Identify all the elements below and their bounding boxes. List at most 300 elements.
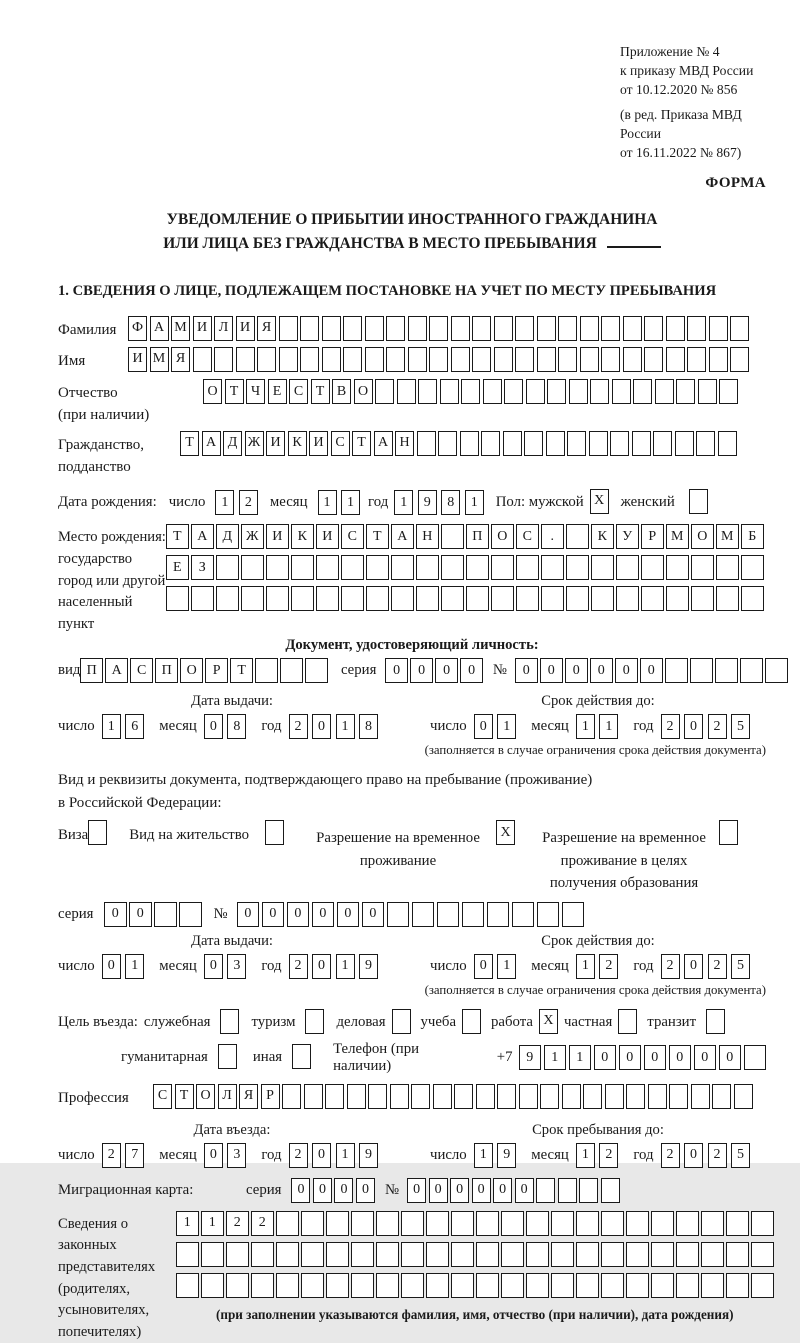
char-box[interactable] xyxy=(201,1242,224,1267)
char-box[interactable] xyxy=(566,524,589,549)
char-box[interactable]: 1 xyxy=(497,714,516,739)
char-box[interactable] xyxy=(241,586,264,611)
char-box[interactable]: 0 xyxy=(204,954,223,979)
char-box[interactable] xyxy=(226,1273,249,1298)
char-box[interactable]: И xyxy=(266,431,285,456)
purpose-tourism-checkbox[interactable] xyxy=(305,1009,324,1034)
char-box[interactable] xyxy=(366,555,389,580)
char-box[interactable] xyxy=(515,347,534,372)
char-box[interactable]: Д xyxy=(216,524,239,549)
char-box[interactable]: Т xyxy=(225,379,244,404)
char-box[interactable]: С xyxy=(341,524,364,549)
char-box[interactable]: 2 xyxy=(708,714,727,739)
char-box[interactable] xyxy=(176,1242,199,1267)
char-box[interactable]: 0 xyxy=(472,1178,491,1203)
char-box[interactable] xyxy=(698,379,717,404)
char-box[interactable]: 9 xyxy=(359,954,378,979)
residence-permit-checkbox[interactable] xyxy=(265,820,284,845)
edu-permit-checkbox[interactable] xyxy=(719,820,738,845)
char-box[interactable]: Л xyxy=(214,316,233,341)
char-box[interactable] xyxy=(401,1211,424,1236)
char-box[interactable] xyxy=(426,1273,449,1298)
char-box[interactable]: 1 xyxy=(497,954,516,979)
char-box[interactable]: 9 xyxy=(497,1143,516,1168)
char-box[interactable] xyxy=(616,586,639,611)
purpose-study-checkbox[interactable] xyxy=(462,1009,481,1034)
char-box[interactable] xyxy=(441,524,464,549)
char-box[interactable] xyxy=(709,316,728,341)
char-box[interactable]: М xyxy=(150,347,169,372)
char-box[interactable] xyxy=(691,586,714,611)
char-box[interactable] xyxy=(257,347,276,372)
char-box[interactable]: Я xyxy=(239,1084,258,1109)
char-box[interactable]: 5 xyxy=(731,714,750,739)
char-box[interactable] xyxy=(491,555,514,580)
char-box[interactable] xyxy=(526,379,545,404)
male-checkbox[interactable]: X xyxy=(590,489,609,514)
char-box[interactable]: А xyxy=(150,316,169,341)
char-box[interactable]: М xyxy=(171,316,190,341)
char-box[interactable]: М xyxy=(716,524,739,549)
char-box[interactable] xyxy=(368,1084,387,1109)
char-box[interactable]: 0 xyxy=(104,902,127,927)
char-box[interactable] xyxy=(472,347,491,372)
char-box[interactable] xyxy=(347,1084,366,1109)
char-box[interactable] xyxy=(391,555,414,580)
char-box[interactable] xyxy=(466,586,489,611)
char-box[interactable]: 0 xyxy=(312,1143,331,1168)
char-box[interactable] xyxy=(466,555,489,580)
char-box[interactable] xyxy=(416,555,439,580)
char-box[interactable] xyxy=(440,379,459,404)
char-box[interactable] xyxy=(676,1242,699,1267)
char-box[interactable]: 1 xyxy=(318,490,337,515)
char-box[interactable]: О xyxy=(691,524,714,549)
char-box[interactable]: О xyxy=(491,524,514,549)
char-box[interactable] xyxy=(386,347,405,372)
char-box[interactable]: 1 xyxy=(336,1143,355,1168)
char-box[interactable]: 0 xyxy=(204,714,223,739)
char-box[interactable]: М xyxy=(666,524,689,549)
char-box[interactable] xyxy=(397,379,416,404)
char-box[interactable]: О xyxy=(196,1084,215,1109)
char-box[interactable] xyxy=(325,1084,344,1109)
char-box[interactable] xyxy=(387,902,410,927)
char-box[interactable] xyxy=(541,555,564,580)
char-box[interactable] xyxy=(441,555,464,580)
char-box[interactable] xyxy=(515,316,534,341)
char-box[interactable]: 3 xyxy=(227,954,246,979)
char-box[interactable] xyxy=(540,1084,559,1109)
char-box[interactable] xyxy=(343,316,362,341)
char-box[interactable] xyxy=(316,555,339,580)
char-box[interactable] xyxy=(579,1178,598,1203)
char-box[interactable] xyxy=(741,586,764,611)
char-box[interactable] xyxy=(301,1242,324,1267)
char-box[interactable]: 1 xyxy=(215,490,234,515)
char-box[interactable] xyxy=(226,1242,249,1267)
char-box[interactable]: 0 xyxy=(312,954,331,979)
char-box[interactable] xyxy=(429,347,448,372)
char-box[interactable]: 2 xyxy=(599,1143,618,1168)
char-box[interactable] xyxy=(483,379,502,404)
char-box[interactable]: 0 xyxy=(450,1178,469,1203)
char-box[interactable] xyxy=(601,1178,620,1203)
char-box[interactable]: 1 xyxy=(125,954,144,979)
char-box[interactable]: А xyxy=(105,658,128,683)
char-box[interactable] xyxy=(651,1211,674,1236)
char-box[interactable]: 0 xyxy=(237,902,260,927)
char-box[interactable] xyxy=(516,555,539,580)
char-box[interactable] xyxy=(341,555,364,580)
char-box[interactable]: 1 xyxy=(201,1211,224,1236)
char-box[interactable] xyxy=(390,1084,409,1109)
char-box[interactable] xyxy=(519,1084,538,1109)
char-box[interactable] xyxy=(601,1273,624,1298)
char-box[interactable] xyxy=(300,347,319,372)
char-box[interactable] xyxy=(376,1273,399,1298)
char-box[interactable]: 2 xyxy=(661,954,680,979)
char-box[interactable]: 2 xyxy=(661,1143,680,1168)
char-box[interactable]: С xyxy=(153,1084,172,1109)
char-box[interactable] xyxy=(351,1242,374,1267)
char-box[interactable] xyxy=(176,1273,199,1298)
purpose-business-checkbox[interactable] xyxy=(392,1009,411,1034)
char-box[interactable] xyxy=(716,586,739,611)
char-box[interactable]: 0 xyxy=(594,1045,617,1070)
char-box[interactable] xyxy=(494,316,513,341)
char-box[interactable] xyxy=(438,431,457,456)
char-box[interactable] xyxy=(279,316,298,341)
char-box[interactable]: 0 xyxy=(312,902,335,927)
char-box[interactable]: Н xyxy=(416,524,439,549)
char-box[interactable]: 0 xyxy=(640,658,663,683)
char-box[interactable]: 2 xyxy=(599,954,618,979)
char-box[interactable] xyxy=(526,1242,549,1267)
char-box[interactable]: 0 xyxy=(129,902,152,927)
char-box[interactable]: 0 xyxy=(460,658,483,683)
char-box[interactable]: Т xyxy=(166,524,189,549)
char-box[interactable] xyxy=(476,1084,495,1109)
char-box[interactable] xyxy=(376,1211,399,1236)
char-box[interactable]: Т xyxy=(311,379,330,404)
char-box[interactable] xyxy=(216,555,239,580)
char-box[interactable] xyxy=(641,586,664,611)
char-box[interactable] xyxy=(612,379,631,404)
char-box[interactable]: 1 xyxy=(336,954,355,979)
char-box[interactable]: 2 xyxy=(289,954,308,979)
char-box[interactable]: 0 xyxy=(337,902,360,927)
char-box[interactable]: З xyxy=(191,555,214,580)
char-box[interactable] xyxy=(537,316,556,341)
char-box[interactable]: Ж xyxy=(241,524,264,549)
char-box[interactable]: 0 xyxy=(334,1178,353,1203)
char-box[interactable]: 0 xyxy=(262,902,285,927)
char-box[interactable] xyxy=(451,1273,474,1298)
visa-checkbox[interactable] xyxy=(88,820,107,845)
char-box[interactable] xyxy=(386,316,405,341)
char-box[interactable]: У xyxy=(616,524,639,549)
char-box[interactable] xyxy=(280,658,303,683)
char-box[interactable] xyxy=(551,1242,574,1267)
char-box[interactable] xyxy=(626,1273,649,1298)
char-box[interactable]: 0 xyxy=(385,658,408,683)
char-box[interactable]: 0 xyxy=(313,1178,332,1203)
char-box[interactable] xyxy=(201,1273,224,1298)
char-box[interactable] xyxy=(408,316,427,341)
char-box[interactable] xyxy=(726,1273,749,1298)
char-box[interactable]: В xyxy=(332,379,351,404)
char-box[interactable] xyxy=(566,555,589,580)
char-box[interactable] xyxy=(709,347,728,372)
char-box[interactable] xyxy=(696,431,715,456)
char-box[interactable]: 1 xyxy=(102,714,121,739)
char-box[interactable]: 1 xyxy=(474,1143,493,1168)
char-box[interactable] xyxy=(491,586,514,611)
char-box[interactable]: 0 xyxy=(102,954,121,979)
char-box[interactable] xyxy=(291,586,314,611)
char-box[interactable]: И xyxy=(309,431,328,456)
char-box[interactable]: 0 xyxy=(694,1045,717,1070)
char-box[interactable] xyxy=(461,379,480,404)
char-box[interactable] xyxy=(276,1242,299,1267)
char-box[interactable]: 0 xyxy=(362,902,385,927)
char-box[interactable]: 1 xyxy=(341,490,360,515)
char-box[interactable] xyxy=(601,347,620,372)
char-box[interactable]: 1 xyxy=(576,714,595,739)
char-box[interactable] xyxy=(341,586,364,611)
char-box[interactable] xyxy=(401,1242,424,1267)
char-box[interactable] xyxy=(701,1242,724,1267)
char-box[interactable]: 2 xyxy=(289,1143,308,1168)
char-box[interactable] xyxy=(412,902,435,927)
char-box[interactable] xyxy=(701,1273,724,1298)
char-box[interactable]: Р xyxy=(261,1084,280,1109)
char-box[interactable] xyxy=(651,1273,674,1298)
char-box[interactable] xyxy=(648,1084,667,1109)
char-box[interactable] xyxy=(433,1084,452,1109)
char-box[interactable] xyxy=(691,1084,710,1109)
char-box[interactable] xyxy=(375,379,394,404)
char-box[interactable] xyxy=(675,431,694,456)
char-box[interactable] xyxy=(626,1211,649,1236)
char-box[interactable]: Т xyxy=(352,431,371,456)
char-box[interactable]: 0 xyxy=(474,714,493,739)
char-box[interactable] xyxy=(282,1084,301,1109)
char-box[interactable]: 6 xyxy=(125,714,144,739)
char-box[interactable] xyxy=(730,347,749,372)
purpose-private-checkbox[interactable] xyxy=(618,1009,637,1034)
char-box[interactable] xyxy=(526,1273,549,1298)
char-box[interactable] xyxy=(576,1273,599,1298)
char-box[interactable]: 1 xyxy=(576,954,595,979)
char-box[interactable]: 8 xyxy=(227,714,246,739)
char-box[interactable] xyxy=(214,347,233,372)
char-box[interactable] xyxy=(730,316,749,341)
char-box[interactable] xyxy=(566,586,589,611)
char-box[interactable] xyxy=(666,316,685,341)
char-box[interactable] xyxy=(537,347,556,372)
char-box[interactable]: Б xyxy=(741,524,764,549)
char-box[interactable] xyxy=(451,1242,474,1267)
char-box[interactable]: А xyxy=(191,524,214,549)
purpose-official-checkbox[interactable] xyxy=(220,1009,239,1034)
char-box[interactable] xyxy=(653,431,672,456)
char-box[interactable] xyxy=(401,1273,424,1298)
char-box[interactable]: 9 xyxy=(359,1143,378,1168)
char-box[interactable] xyxy=(734,1084,753,1109)
char-box[interactable] xyxy=(462,902,485,927)
char-box[interactable] xyxy=(626,1084,645,1109)
char-box[interactable] xyxy=(591,555,614,580)
char-box[interactable]: К xyxy=(591,524,614,549)
char-box[interactable] xyxy=(251,1273,274,1298)
char-box[interactable] xyxy=(644,347,663,372)
char-box[interactable]: 2 xyxy=(708,1143,727,1168)
char-box[interactable] xyxy=(551,1211,574,1236)
char-box[interactable] xyxy=(451,347,470,372)
char-box[interactable] xyxy=(536,1178,555,1203)
char-box[interactable] xyxy=(476,1242,499,1267)
char-box[interactable] xyxy=(726,1242,749,1267)
char-box[interactable] xyxy=(701,1211,724,1236)
char-box[interactable]: 0 xyxy=(515,1178,534,1203)
char-box[interactable]: Р xyxy=(641,524,664,549)
char-box[interactable]: 2 xyxy=(239,490,258,515)
char-box[interactable] xyxy=(562,1084,581,1109)
char-box[interactable] xyxy=(751,1211,774,1236)
char-box[interactable] xyxy=(547,379,566,404)
char-box[interactable] xyxy=(551,1273,574,1298)
char-box[interactable]: И xyxy=(316,524,339,549)
char-box[interactable]: 0 xyxy=(669,1045,692,1070)
char-box[interactable]: 0 xyxy=(429,1178,448,1203)
char-box[interactable] xyxy=(501,1273,524,1298)
char-box[interactable] xyxy=(487,902,510,927)
char-box[interactable] xyxy=(644,316,663,341)
char-box[interactable] xyxy=(304,1084,323,1109)
char-box[interactable]: . xyxy=(541,524,564,549)
char-box[interactable]: 2 xyxy=(661,714,680,739)
char-box[interactable] xyxy=(567,431,586,456)
char-box[interactable] xyxy=(666,555,689,580)
char-box[interactable] xyxy=(541,586,564,611)
char-box[interactable] xyxy=(216,586,239,611)
char-box[interactable] xyxy=(562,902,585,927)
char-box[interactable]: Ф xyxy=(128,316,147,341)
char-box[interactable]: Я xyxy=(171,347,190,372)
char-box[interactable]: А xyxy=(202,431,221,456)
char-box[interactable]: 1 xyxy=(465,490,484,515)
char-box[interactable] xyxy=(601,1211,624,1236)
char-box[interactable] xyxy=(366,586,389,611)
char-box[interactable]: 2 xyxy=(289,714,308,739)
char-box[interactable] xyxy=(322,347,341,372)
char-box[interactable] xyxy=(580,316,599,341)
char-box[interactable] xyxy=(429,316,448,341)
char-box[interactable] xyxy=(236,347,255,372)
char-box[interactable] xyxy=(524,431,543,456)
char-box[interactable]: Т xyxy=(230,658,253,683)
char-box[interactable] xyxy=(610,431,629,456)
char-box[interactable] xyxy=(193,347,212,372)
char-box[interactable] xyxy=(418,379,437,404)
char-box[interactable]: 0 xyxy=(515,658,538,683)
char-box[interactable] xyxy=(626,1242,649,1267)
char-box[interactable] xyxy=(558,1178,577,1203)
char-box[interactable]: 0 xyxy=(540,658,563,683)
purpose-humanitarian-checkbox[interactable] xyxy=(218,1044,237,1069)
char-box[interactable] xyxy=(322,316,341,341)
char-box[interactable] xyxy=(179,902,202,927)
char-box[interactable] xyxy=(472,316,491,341)
purpose-work-checkbox[interactable]: X xyxy=(539,1009,558,1034)
char-box[interactable]: Т xyxy=(180,431,199,456)
char-box[interactable] xyxy=(305,658,328,683)
char-box[interactable] xyxy=(276,1211,299,1236)
char-box[interactable] xyxy=(501,1242,524,1267)
char-box[interactable] xyxy=(765,658,788,683)
char-box[interactable] xyxy=(476,1211,499,1236)
char-box[interactable] xyxy=(365,316,384,341)
char-box[interactable] xyxy=(666,586,689,611)
char-box[interactable] xyxy=(351,1211,374,1236)
char-box[interactable]: 9 xyxy=(418,490,437,515)
char-box[interactable]: Н xyxy=(395,431,414,456)
char-box[interactable]: С xyxy=(130,658,153,683)
char-box[interactable] xyxy=(451,316,470,341)
char-box[interactable] xyxy=(476,1273,499,1298)
char-box[interactable] xyxy=(166,586,189,611)
char-box[interactable] xyxy=(666,347,685,372)
char-box[interactable]: И xyxy=(193,316,212,341)
char-box[interactable]: 2 xyxy=(102,1143,121,1168)
char-box[interactable] xyxy=(751,1273,774,1298)
char-box[interactable] xyxy=(601,1242,624,1267)
char-box[interactable] xyxy=(481,431,500,456)
char-box[interactable]: 0 xyxy=(204,1143,223,1168)
char-box[interactable]: 1 xyxy=(544,1045,567,1070)
char-box[interactable] xyxy=(741,555,764,580)
char-box[interactable]: И xyxy=(236,316,255,341)
char-box[interactable] xyxy=(583,1084,602,1109)
char-box[interactable] xyxy=(576,1242,599,1267)
char-box[interactable] xyxy=(590,379,609,404)
char-box[interactable] xyxy=(408,347,427,372)
char-box[interactable]: 8 xyxy=(359,714,378,739)
char-box[interactable] xyxy=(669,1084,688,1109)
char-box[interactable] xyxy=(494,347,513,372)
char-box[interactable] xyxy=(576,1211,599,1236)
char-box[interactable] xyxy=(651,1242,674,1267)
char-box[interactable]: О xyxy=(203,379,222,404)
char-box[interactable]: Т xyxy=(175,1084,194,1109)
char-box[interactable]: 9 xyxy=(519,1045,542,1070)
char-box[interactable] xyxy=(437,902,460,927)
char-box[interactable] xyxy=(558,316,577,341)
char-box[interactable]: 0 xyxy=(493,1178,512,1203)
char-box[interactable]: 0 xyxy=(565,658,588,683)
char-box[interactable]: 0 xyxy=(684,1143,703,1168)
char-box[interactable]: П xyxy=(80,658,103,683)
char-box[interactable] xyxy=(326,1211,349,1236)
char-box[interactable]: П xyxy=(466,524,489,549)
purpose-other-checkbox[interactable] xyxy=(292,1044,311,1069)
char-box[interactable] xyxy=(276,1273,299,1298)
char-box[interactable] xyxy=(690,658,713,683)
char-box[interactable]: Ч xyxy=(246,379,265,404)
char-box[interactable] xyxy=(241,555,264,580)
